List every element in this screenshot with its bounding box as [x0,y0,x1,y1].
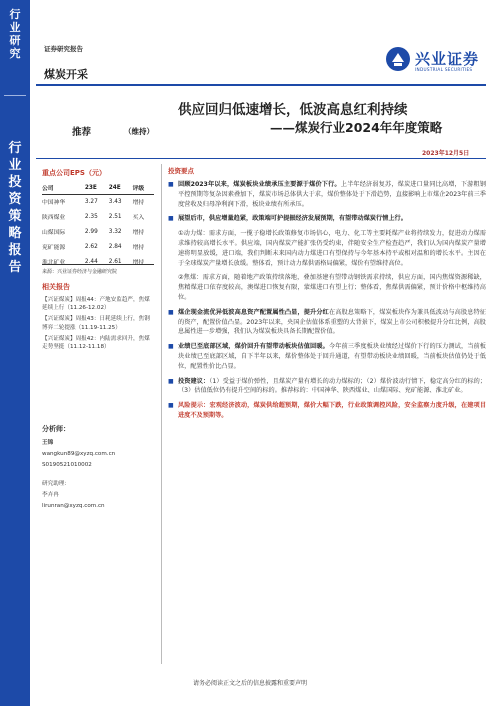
analyst-name: 王锦 [42,440,54,446]
sidebar-top-text: 行 业 研 究 [9,8,21,60]
eps-table [42,182,154,269]
highlight-review [168,180,486,209]
eps-source: 来源：兴业证券经济与金融研究院 [42,269,118,275]
highlight-advice [168,377,486,397]
eps-table-bottom-line [42,264,154,265]
assistant-title: 研究助理： [42,481,70,487]
report-label: 证券研究报告 [44,45,83,53]
eps-23e: 2.44 [84,258,98,265]
risk-lead: 风险提示： [178,402,210,410]
bullet-icon: ■ [168,215,174,223]
highlight-dividend [168,308,486,337]
highlights-title: 投资要点 [168,167,194,175]
eps-company: 山煤国际 [42,230,66,236]
eps-rating: 增持 [132,230,145,236]
bullet-icon: ■ [168,343,174,351]
highlight-valuation [168,342,486,371]
eps-header-23e: 23E [85,182,109,194]
eps-23e: 2.35 [84,213,98,220]
review-text: 上半年经济弱复苏，煤炭进口量同比高增，下游粗钢平控预期等复杂因素叠加下，煤炭市场总体供大于求，煤价整体处于下滑趋势，直接影响上市煤企2023年前三季度营收及归母净利润下滑，板块业绩有所承压。 [178,181,486,208]
sidebar-divider [4,95,26,96]
eps-24e: 3.43 [108,198,122,205]
related-reports-title: 相关报告 [42,283,70,291]
analyst-email[interactable]: wangkun89@xyzq.com.cn [42,451,116,457]
review-lead: 回顾2023年以来，煤炭板块业绩承压主要源于煤价下行。 [178,181,341,188]
bullet-icon: ■ [168,377,174,385]
eps-company: 淮北矿业 [42,260,66,266]
eps-rating: 买入 [132,215,145,221]
eps-24e: 3.32 [108,228,122,235]
related-report-item[interactable]: 【兴证煤炭】周报43：日耗延续上行，焦钢博弈二轮提涨（11.19-11.25） [42,316,150,331]
eps-header-24e: 24E [109,182,133,194]
highlights-body [168,180,486,426]
eps-header-rating: 评级 [133,182,154,194]
analyst-info [42,438,154,512]
highlight-risk [168,401,486,421]
valuation-text: 今年前三季度板块业绩经过煤价下行的压力测试，当前板块业绩已至底部区域，自下半年以来，煤价整体处于回升通道，有望带动板块业绩回暖，当前板块估值仍处于低位，配置性价比凸显。 [178,343,486,370]
bullet-icon: ■ [168,308,174,316]
date-divider [36,158,486,159]
logo-mark-icon [385,46,411,72]
eps-row [42,239,154,254]
eps-rating: 增持 [132,245,145,251]
eps-23e: 2.62 [84,243,98,250]
risk-text: 宏观经济波动，煤炭供给超预期，煤价大幅下跌，行业政策调控风险，安全监察力度升级，在建项目进度不及预期等。 [178,402,487,419]
eps-row [42,194,154,209]
related-reports-list [42,296,154,354]
assistant-name: 李卉冉 [42,492,59,498]
eps-rating: 增持 [132,260,145,266]
eps-company: 陕西煤业 [42,215,66,221]
eps-23e: 2.99 [84,228,98,235]
eps-24e: 2.84 [108,243,122,250]
advice-lead: 投资建议： [178,377,210,385]
bullet-icon: ■ [168,402,174,410]
industry-name: 煤炭开采 [44,68,88,81]
assistant-email[interactable]: lirunran@xyzq.com.cn [42,503,105,509]
eps-header-row [42,182,154,194]
eps-row [42,224,154,239]
eps-24e: 2.61 [108,258,122,265]
highlight-outlook [168,214,486,224]
report-subtitle: ——煤炭行业2024年年度策略 [270,120,443,135]
company-logo [385,44,490,78]
dividend-text: 在高股息策略下，煤炭板块作为兼具低波动与高股息特征的资产，配置价值凸显。2023年以来，央国企估值体系重塑的大背景下，煤炭上市公司积极提升分红比例，高股息属性进一步增强，我们认为煤炭板块具备长期配置价值。 [178,308,486,336]
bullet-icon: ■ [168,181,174,188]
logo-text-en: INDUSTRIAL SECURITIES [415,67,473,72]
related-report-item[interactable]: 【兴证煤炭】周报42：内陆需求回升，焦煤走势坚挺（11.12-11.18） [42,335,150,351]
eps-row [42,254,154,269]
report-title: 供应回归低速增长，低波高息红利持续 [178,102,408,118]
outlook-coking-coal: ②焦煤：需求方面，随着地产政策持续落地，叠加基建有望带动钢铁需求持续，供应方面，国内焦煤资源稀缺，焦精煤进口依存度较高，澳煤进口恢复有限，蒙煤进口有望上行；整体看，焦煤供需偏紧，预计价格中枢维持高位。 [178,274,486,301]
outlook-thermal-coal: ①动力煤：需求方面，一揽子稳增长政策修复市场信心，电力、化工等主要耗煤产业将持续发力，促进动力煤需求维持较高增长水平。供应端，国内煤炭产能扩张仍受约束，伴随安全生产检查趋严，我们认为国内煤炭产量增速将明显放缓，进口端，我们判断未来国内动力煤进口有望保持与今年基本持平或相对温和的增长水平。主因在于全球煤炭产量增长放缓。整体看，预计动力煤供需格局偏紧，煤价有望维持高位。 [178,230,486,267]
analyst-cert: S0190521010002 [42,462,92,468]
analyst-title: 分析师： [42,425,70,433]
valuation-lead: 业绩已至底部区域，煤价回升有望带动板块估值回暖。 [178,343,329,351]
sidebar-main-text: 行 业 投 资 策 略 报 告 [8,141,22,275]
header-divider [36,84,486,86]
column-divider [161,164,162,664]
dividend-lead: 煤企现金流优异低波高息资产配置属性凸显，提升分红 [178,308,329,316]
eps-header-company: 公司 [42,182,85,194]
eps-23e: 3.27 [84,198,98,205]
eps-row [42,209,154,224]
related-report-item[interactable]: 【兴证煤炭】周报44：产地安监趋严，焦煤延续上行（11.26-12.02） [42,297,150,312]
eps-title: 重点公司EPS（元） [42,169,106,177]
eps-company: 中国神华 [42,200,66,207]
disclaimer-footer: 请务必阅读正文之后的信息披露和重要声明 [192,680,307,687]
logo-text-cn: 兴业证券 [415,50,480,68]
sidebar [0,0,30,706]
advice-text: （1）受益于煤价弹性，且煤炭产量有增长的动力煤标的；（2）煤价波动行情下，稳定高分红的标的；（3）估值低位仍有提升空间的标的。推荐标的：中国神华、陕西煤业、山煤国际、兖矿能源、淮北矿业。 [178,377,487,395]
outlook-lead: 展望后市，供应增量趋紧，政策端可护提振经济发展预期，有望带动煤炭行情上行。 [178,215,407,223]
eps-company: 兖矿能源 [42,245,66,251]
report-date: 2023年12月5日 [422,150,470,157]
eps-rating: 增持 [132,200,145,207]
eps-24e: 2.51 [108,213,122,220]
rating-label: 推荐 [72,127,92,138]
rating-status: （维持） [124,127,154,136]
